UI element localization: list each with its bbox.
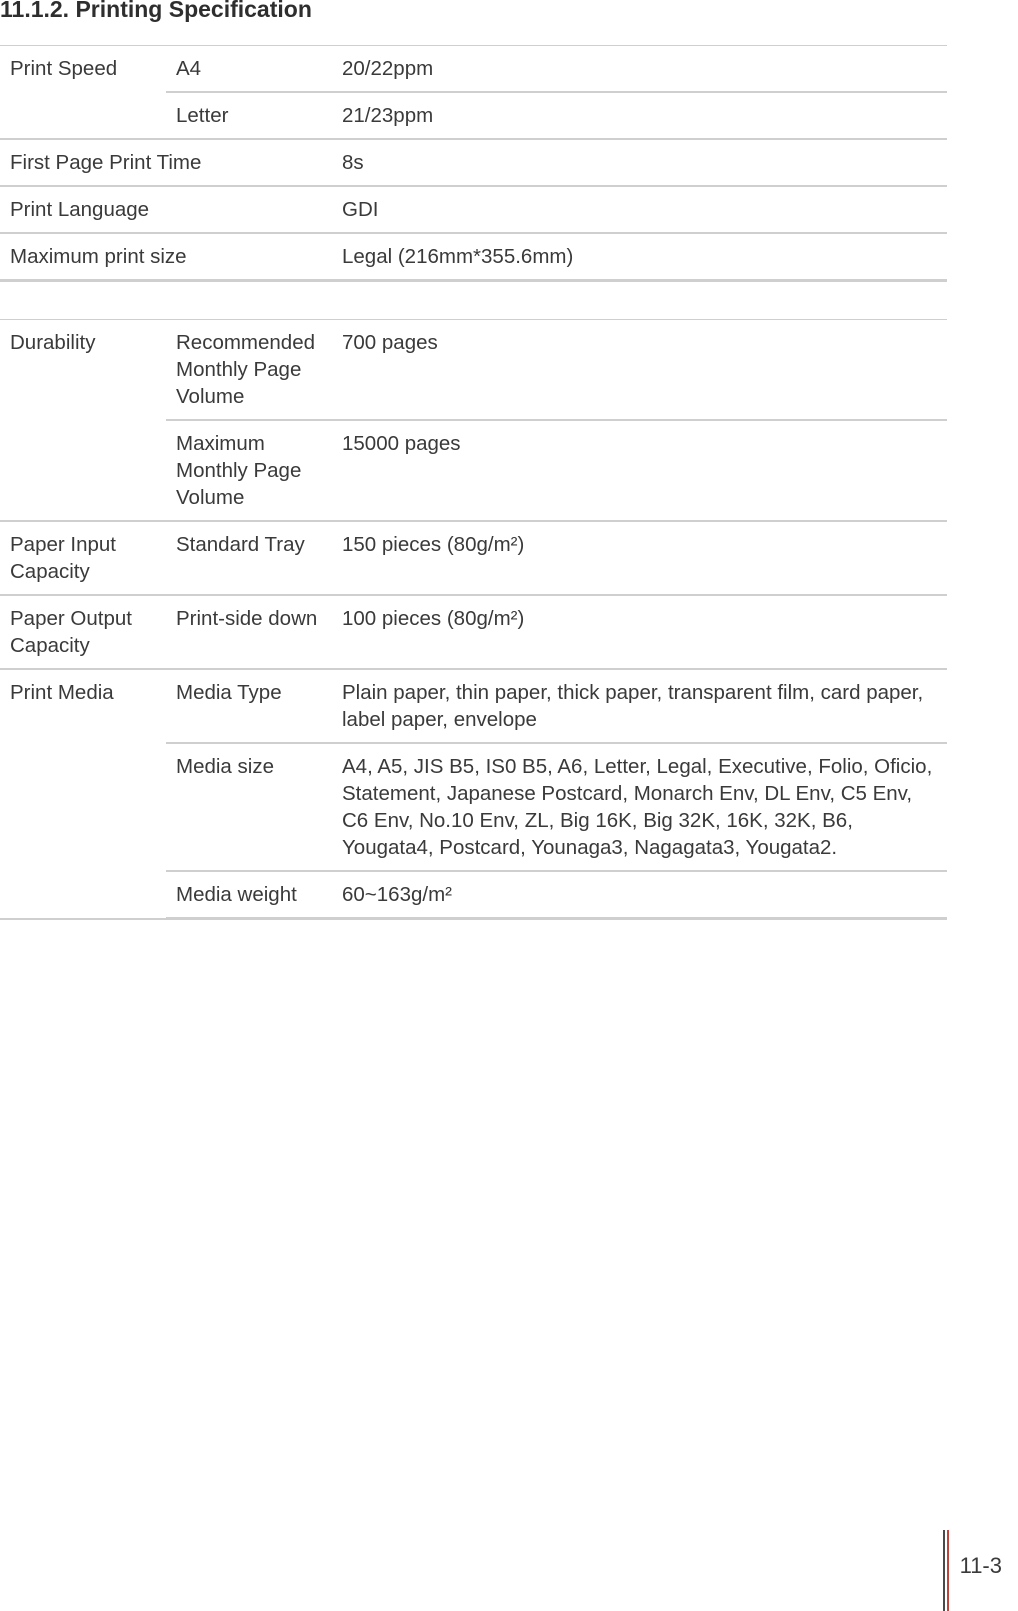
cell-value: 20/22ppm — [332, 46, 947, 93]
cell-value: 21/23ppm — [332, 92, 947, 139]
table-row — [0, 669, 947, 743]
section-title: 11.1.2. Printing Specification — [0, 0, 312, 22]
sub-label: Media weight — [166, 871, 332, 919]
cell-value: 700 pages — [332, 320, 947, 421]
row-label: Print Language — [0, 186, 332, 233]
cell-value: 15000 pages — [332, 420, 947, 521]
table-row — [0, 186, 947, 233]
row-label: Paper Input Capacity — [0, 521, 166, 595]
page-number: 11-3 — [959, 1553, 1002, 1578]
cell-value: 8s — [332, 139, 947, 186]
table-row — [0, 46, 947, 93]
table-row — [0, 320, 947, 421]
table-row — [0, 139, 947, 186]
cell-value: Plain paper, thin paper, thick paper, transparent film, card paper, label paper, envelope — [332, 669, 947, 743]
cell-value: 100 pieces (80g/m²) — [332, 595, 947, 669]
sub-label: Print-side down — [166, 595, 332, 669]
table-row — [0, 521, 947, 595]
table-row — [0, 233, 947, 281]
row-label: Print Speed — [0, 46, 166, 140]
durability-media-table — [0, 319, 947, 920]
cell-value: Legal (216mm*355.6mm) — [332, 233, 947, 281]
sub-label: Maximum Monthly Page Volume — [166, 420, 332, 521]
row-label: Paper Output Capacity — [0, 595, 166, 669]
table-row — [0, 595, 947, 669]
sub-label: Standard Tray — [166, 521, 332, 595]
cell-value: 60~163g/m² — [332, 871, 947, 919]
cell-value: 150 pieces (80g/m²) — [332, 521, 947, 595]
cell-value: A4, A5, JIS B5, IS0 B5, A6, Letter, Legal, Executive, Folio, Oficio, Statement, Japanese Postcard, Monarch Env, DL Env, C5 Env, C6 Env, No.10 Env, ZL, Big 16K, Big 32K, 16K, 32K, B6, Yougata4, Postcard, Younaga3, Nagagata3, Yougata2. — [332, 743, 947, 871]
sub-label: Media Type — [166, 669, 332, 743]
page-margin-bar — [943, 1530, 945, 1611]
cell-value: GDI — [332, 186, 947, 233]
row-label: Durability — [0, 320, 166, 522]
row-label: First Page Print Time — [0, 139, 332, 186]
row-label: Maximum print size — [0, 233, 332, 281]
sub-label: Media size — [166, 743, 332, 871]
page-margin-accent-bar — [947, 1530, 949, 1611]
print-speed-table — [0, 45, 947, 282]
row-label: Print Media — [0, 669, 166, 919]
sub-label: Recommended Monthly Page Volume — [166, 320, 332, 421]
sub-label: Letter — [166, 92, 332, 139]
sub-label: A4 — [166, 46, 332, 93]
